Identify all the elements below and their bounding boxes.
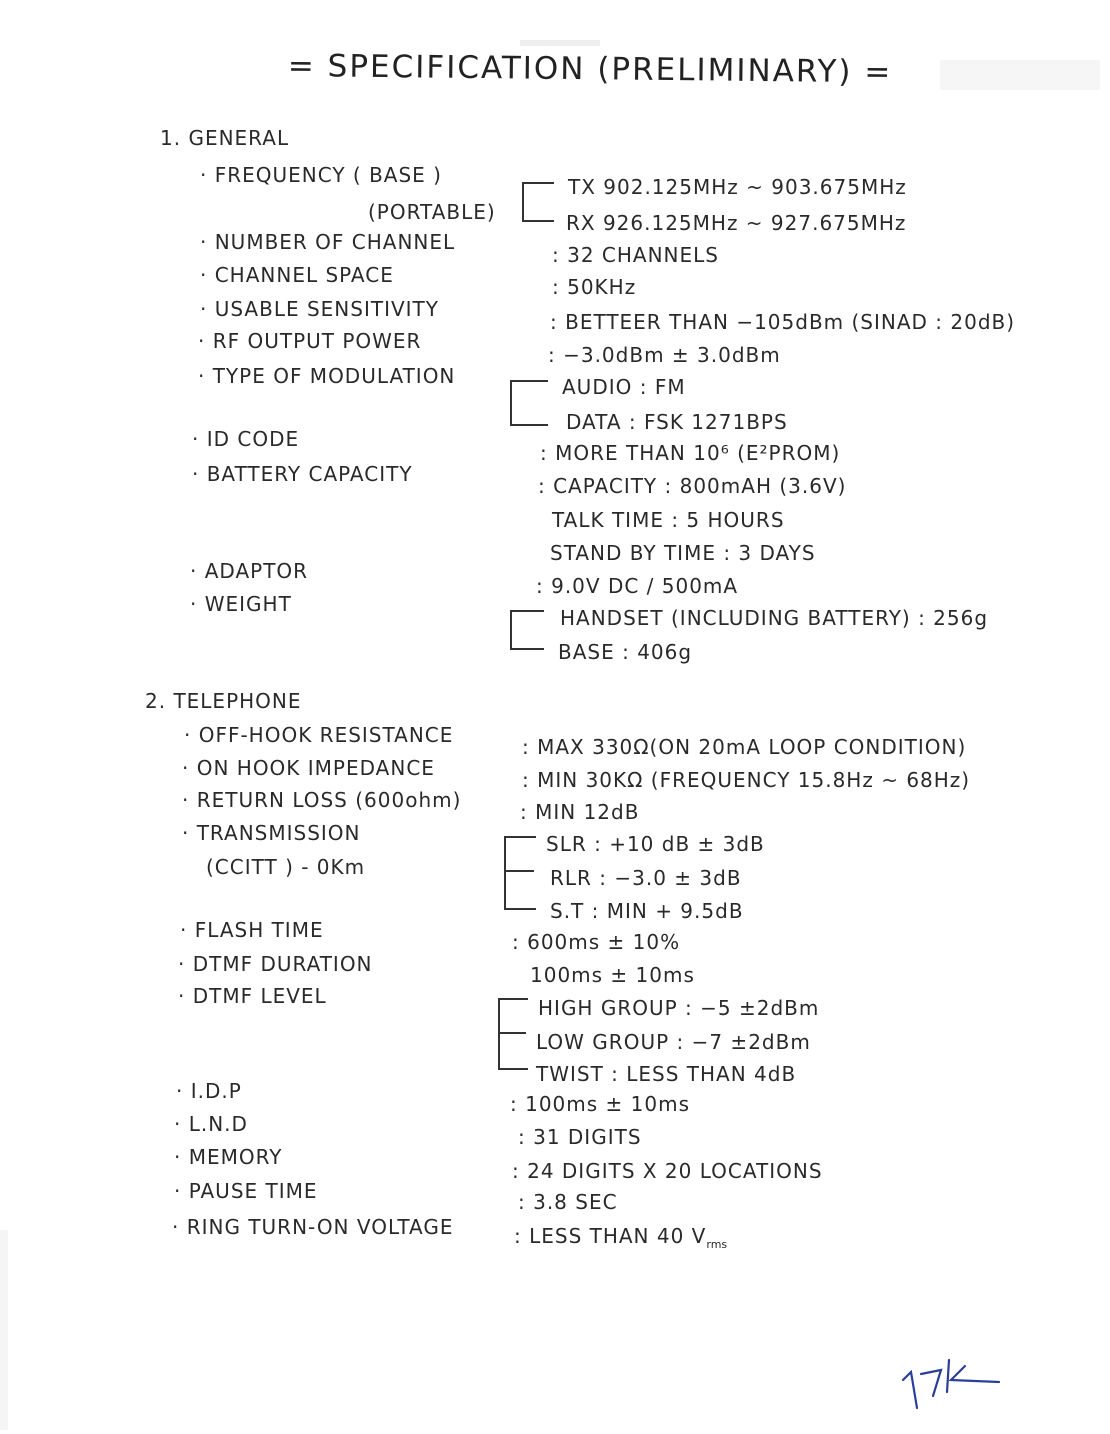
ring-voltage-value — [514, 1224, 727, 1257]
offhook-label: · OFF-HOOK RESISTANCE — [184, 723, 454, 747]
channel-space-label: · CHANNEL SPACE — [200, 263, 394, 287]
idp-value: : 100ms ± 10ms — [510, 1092, 690, 1116]
ring-voltage-text: : LESS THAN 40 V — [514, 1224, 707, 1248]
tx-frequency: TX 902.125MHz ~ 903.675MHz — [568, 175, 907, 199]
twist-value: TWIST : LESS THAN 4dB — [536, 1062, 797, 1086]
return-loss-value: : MIN 12dB — [520, 800, 640, 824]
bracket-tick — [500, 1032, 526, 1034]
modulation-data: DATA : FSK 1271BPS — [566, 410, 788, 434]
flash-time-value: : 600ms ± 10% — [512, 930, 681, 954]
sensitivity-label: · USABLE SENSITIVITY — [200, 297, 439, 321]
offhook-value: : MAX 330Ω(ON 20mA LOOP CONDITION) — [522, 735, 967, 759]
low-group-value: LOW GROUP : −7 ±2dBm — [536, 1030, 811, 1054]
id-code-label: · ID CODE — [192, 427, 300, 451]
id-code-value: : MORE THAN 10⁶ (E²PROM) — [540, 441, 841, 465]
frequency-label: · FREQUENCY ( BASE ) — [200, 163, 442, 187]
channels-label: · NUMBER OF CHANNEL — [200, 230, 456, 254]
lnd-value: : 31 DIGITS — [518, 1125, 642, 1149]
sensitivity-value: : BETTEER THAN −105dBm (SINAD : 20dB) — [550, 310, 1016, 334]
weight-handset: HANDSET (INCLUDING BATTERY) : 256g — [560, 606, 989, 630]
standby-time: STAND BY TIME : 3 DAYS — [550, 541, 816, 565]
pause-time-value: : 3.8 SEC — [518, 1190, 618, 1214]
dtmf-duration-value: 100ms ± 10ms — [530, 963, 695, 987]
section-telephone-heading: 2. TELEPHONE — [145, 689, 302, 713]
frequency-bracket — [522, 182, 554, 222]
handwritten-signature — [895, 1352, 1005, 1412]
memory-label: · MEMORY — [174, 1145, 283, 1169]
rms-subscript: rms — [706, 1238, 728, 1251]
adaptor-label: · ADAPTOR — [190, 559, 309, 583]
scan-noise — [940, 60, 1100, 90]
lnd-label: · L.N.D — [174, 1112, 248, 1136]
page-title: = SPECIFICATION (PRELIMINARY) = — [287, 48, 893, 91]
memory-value: : 24 DIGITS X 20 LOCATIONS — [512, 1159, 823, 1183]
slr-value: SLR : +10 dB ± 3dB — [546, 832, 765, 856]
flash-time-label: · FLASH TIME — [180, 918, 324, 942]
pause-time-label: · PAUSE TIME — [174, 1179, 318, 1203]
modulation-audio: AUDIO : FM — [562, 375, 686, 399]
talk-time: TALK TIME : 5 HOURS — [552, 508, 785, 532]
ring-voltage-label: · RING TURN-ON VOLTAGE — [172, 1215, 454, 1239]
battery-label: · BATTERY CAPACITY — [192, 462, 413, 486]
dtmf-level-label: · DTMF LEVEL — [178, 984, 327, 1008]
weight-label: · WEIGHT — [190, 592, 292, 616]
modulation-bracket — [510, 380, 548, 426]
high-group-value: HIGH GROUP : −5 ±2dBm — [538, 996, 820, 1020]
bracket-tick — [506, 870, 534, 872]
section-general-heading: 1. GENERAL — [160, 126, 290, 150]
dtmf-duration-label: · DTMF DURATION — [178, 952, 373, 976]
return-loss-label: · RETURN LOSS (600ohm) — [182, 788, 462, 812]
channels-value: : 32 CHANNELS — [552, 243, 719, 267]
scan-noise — [0, 1230, 8, 1430]
rf-power-value: : −3.0dBm ± 3.0dBm — [548, 343, 781, 367]
weight-base: BASE : 406g — [558, 640, 693, 664]
rf-power-label: · RF OUTPUT POWER — [198, 329, 422, 353]
transmission-bracket — [504, 836, 536, 910]
idp-label: · I.D.P — [176, 1079, 242, 1103]
frequency-sub-label: (PORTABLE) — [368, 200, 496, 224]
modulation-label: · TYPE OF MODULATION — [198, 364, 456, 388]
rlr-value: RLR : −3.0 ± 3dB — [550, 866, 742, 890]
st-value: S.T : MIN + 9.5dB — [550, 899, 744, 923]
scan-noise — [520, 40, 600, 46]
transmission-label: · TRANSMISSION — [182, 821, 361, 845]
weight-bracket — [510, 610, 544, 650]
dtmf-level-bracket — [498, 998, 528, 1070]
transmission-sub-label: (CCITT ) - 0Km — [206, 855, 366, 879]
channel-space-value: : 50KHz — [552, 275, 637, 299]
rx-frequency: RX 926.125MHz ~ 927.675MHz — [566, 211, 907, 235]
battery-capacity: : CAPACITY : 800mAH (3.6V) — [538, 474, 847, 498]
onhook-label: · ON HOOK IMPEDANCE — [182, 756, 435, 780]
onhook-value: : MIN 30KΩ (FREQUENCY 15.8Hz ~ 68Hz) — [522, 768, 971, 792]
adaptor-value: : 9.0V DC / 500mA — [536, 574, 739, 598]
